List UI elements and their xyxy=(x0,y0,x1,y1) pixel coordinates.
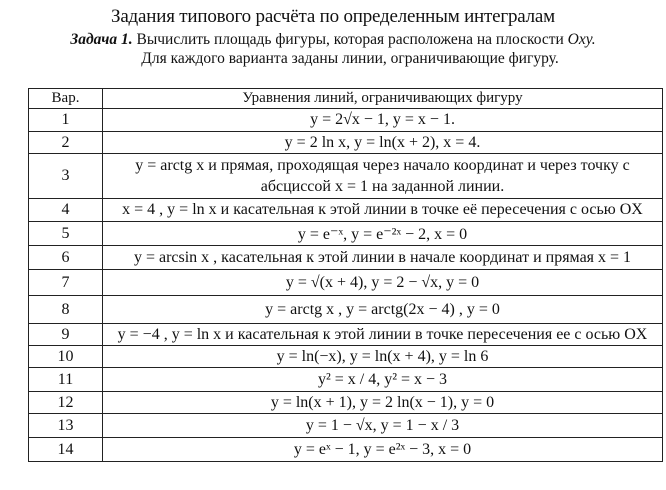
variants-table xyxy=(28,88,663,462)
variant-equations: y² = x / 4, y² = x − 3 xyxy=(103,368,663,392)
table-row xyxy=(29,199,663,222)
variant-equations: x = 4 , y = ln x и касательная к этой линии в точке её пересечения с осью OX xyxy=(103,199,663,222)
task-statement-line2: Для каждого варианта заданы линии, ограничивающие фигуру. xyxy=(141,50,559,67)
variant-equations: y = ln(x + 1), y = 2 ln(x − 1), y = 0 xyxy=(103,392,663,414)
task-label: Задача 1. xyxy=(70,31,133,48)
table-row xyxy=(29,154,663,199)
variant-number: 12 xyxy=(29,392,103,414)
variant-equations: y = arcsin x , касательная к этой линии в начале координат и прямая x = 1 xyxy=(103,246,663,270)
variant-equations: y = 2√x − 1, y = x − 1. xyxy=(103,109,663,132)
variant-equations-line2: абсциссой x = 1 на заданной линии. xyxy=(260,178,505,195)
table-row xyxy=(29,438,663,462)
table-row xyxy=(29,296,663,324)
task-text: Вычислить площадь фигуры, которая расположена на плоскости xyxy=(136,31,564,48)
variant-equations: y = 1 − √x, y = 1 − x / 3 xyxy=(103,414,663,438)
table-row xyxy=(29,246,663,270)
task-statement xyxy=(0,31,666,49)
variant-number: 10 xyxy=(29,346,103,368)
task-plane: Oxy. xyxy=(567,31,596,48)
document-title: Задания типового расчёта по определенным интегралам xyxy=(111,6,555,27)
variant-equations: y = ln(−x), y = ln(x + 4), y = ln 6 xyxy=(103,346,663,368)
table-row xyxy=(29,132,663,154)
variant-equations: y = eˣ − 1, y = e²ˣ − 3, x = 0 xyxy=(103,438,663,462)
table-row xyxy=(29,414,663,438)
table-row xyxy=(29,368,663,392)
variant-equations: y = e⁻ˣ, y = e⁻²ˣ − 2, x = 0 xyxy=(103,222,663,246)
variant-number: 9 xyxy=(29,324,103,346)
variant-number: 6 xyxy=(29,246,103,270)
header-equations: Уравнения линий, ограничивающих фигуру xyxy=(103,89,663,109)
variant-equations: y = arctg x , y = arctg(2x − 4) , y = 0 xyxy=(103,296,663,324)
header-variant: Вар. xyxy=(29,89,103,109)
variant-number: 7 xyxy=(29,270,103,296)
variant-number: 2 xyxy=(29,132,103,154)
variant-number: 11 xyxy=(29,368,103,392)
variant-number: 5 xyxy=(29,222,103,246)
variant-number: 8 xyxy=(29,296,103,324)
table-row xyxy=(29,109,663,132)
variant-number: 4 xyxy=(29,199,103,222)
variant-number: 13 xyxy=(29,414,103,438)
variant-number: 14 xyxy=(29,438,103,462)
variant-equations xyxy=(103,154,663,199)
variant-number: 3 xyxy=(29,154,103,199)
table-row xyxy=(29,270,663,296)
variant-equations: y = 2 ln x, y = ln(x + 2), x = 4. xyxy=(103,132,663,154)
variant-equations: y = −4 , y = ln x и касательная к этой линии в точке пересечения ее с осью OX xyxy=(103,324,663,346)
table-row xyxy=(29,346,663,368)
table-row xyxy=(29,324,663,346)
variant-equations-line1: y = arctg x и прямая, проходящая через начало координат и через точку с xyxy=(135,157,630,174)
table-row xyxy=(29,222,663,246)
table-header-row xyxy=(29,89,663,109)
variant-number: 1 xyxy=(29,109,103,132)
table-row xyxy=(29,392,663,414)
variant-equations: y = √(x + 4), y = 2 − √x, y = 0 xyxy=(103,270,663,296)
